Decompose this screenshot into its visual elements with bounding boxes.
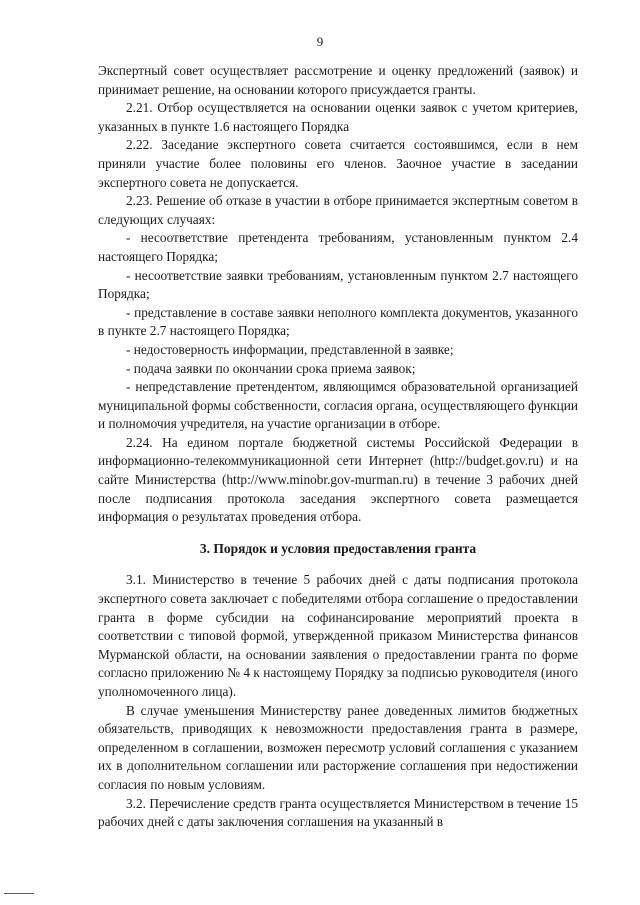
paragraph-2-21: 2.21. Отбор осуществляется на основании оценки заявок с учетом критериев, указанных в пункте 1.6 настоящего Порядка <box>98 100 578 134</box>
paragraph-2-24: 2.24. На едином портале бюджетной системы Российской Федерации в информационно-телекоммуникационной сети Интернет (http://budget.gov.ru) и на сайте Министерства (http://www.minobr.gov-murman.ru) в течение 3 рабочих дней после подписания протокола заседания экспертного совета размещается информация о результатах проведения отбора. <box>98 434 578 525</box>
list-item-late-submission: - подача заявки по окончании срока приема заявок; <box>126 360 416 376</box>
paragraph-2-23: 2.23. Решение об отказе в участии в отборе принимается экспертным советом в следующих случаях: <box>98 193 578 227</box>
paragraph-2-22: 2.22. Заседание экспертного совета считается состоявшимся, если в нем приняли участие более половины его членов. Заочное участие в заседании экспертного совета не допускается. <box>98 137 578 190</box>
list-item-application-requirements: - несоответствие заявки требованиям, установленным пунктом 2.7 настоящего Порядка; <box>98 267 578 302</box>
list-item-missing-consent: - непредставление претендентом, являющимся образовательной организацией муниципальной формы собственности, согласия органа, осуществляющего функции и полномочия учредителя, на участие организации в отборе. <box>98 379 578 432</box>
list-item-applicant-requirements: - несоответствие претендента требованиям, установленным пунктом 2.4 настоящего Порядка; <box>98 230 578 264</box>
paragraph-expert-council-review: Экспертный совет осуществляет рассмотрение и оценку предложений (заявок) и принимает решение, на основании которого присуждается гранты. <box>98 63 578 97</box>
document-body <box>98 62 578 832</box>
paragraph-3-2: 3.2. Перечисление средств гранта осуществляется Министерством в течение 15 рабочих дней с даты заключения соглашения на указанный в <box>98 795 578 830</box>
paragraph-budget-reduction: В случае уменьшения Министерству ранее доведенных лимитов бюджетных обязательств, приводящих к невозможности предоставления гранта в размере, определенном в соглашении, возможен пересмотр условий соглашения с указанием их в дополнительном соглашении или расторжение соглашения при недостижении согласия по новым условиям. <box>98 702 578 792</box>
footer-rule <box>4 893 34 894</box>
paragraph-3-1: 3.1. Министерство в течение 5 рабочих дней с даты подписания протокола экспертного совета заключает с победителями отбора соглашение о предоставлении гранта в форме субсидии на софинансирование мероприятий проекта в соответствии с типовой формой, утвержденной приказом Министерства финансов Мурманской области, на основании заявления о предоставлении гранта по форме согласно приложению № 4 к настоящему Порядку за подписью руководителя (иного уполномоченного лица). <box>98 572 578 699</box>
list-item-incomplete-documents: - представление в составе заявки неполного комплекта документов, указанного в пункте 2.7 настоящего Порядка; <box>98 304 578 339</box>
page-number: 9 <box>316 34 324 49</box>
list-item-false-information: - недостоверность информации, представленной в заявке; <box>126 341 454 357</box>
section-3-heading: 3. Порядок и условия предоставления гранта <box>199 540 477 556</box>
